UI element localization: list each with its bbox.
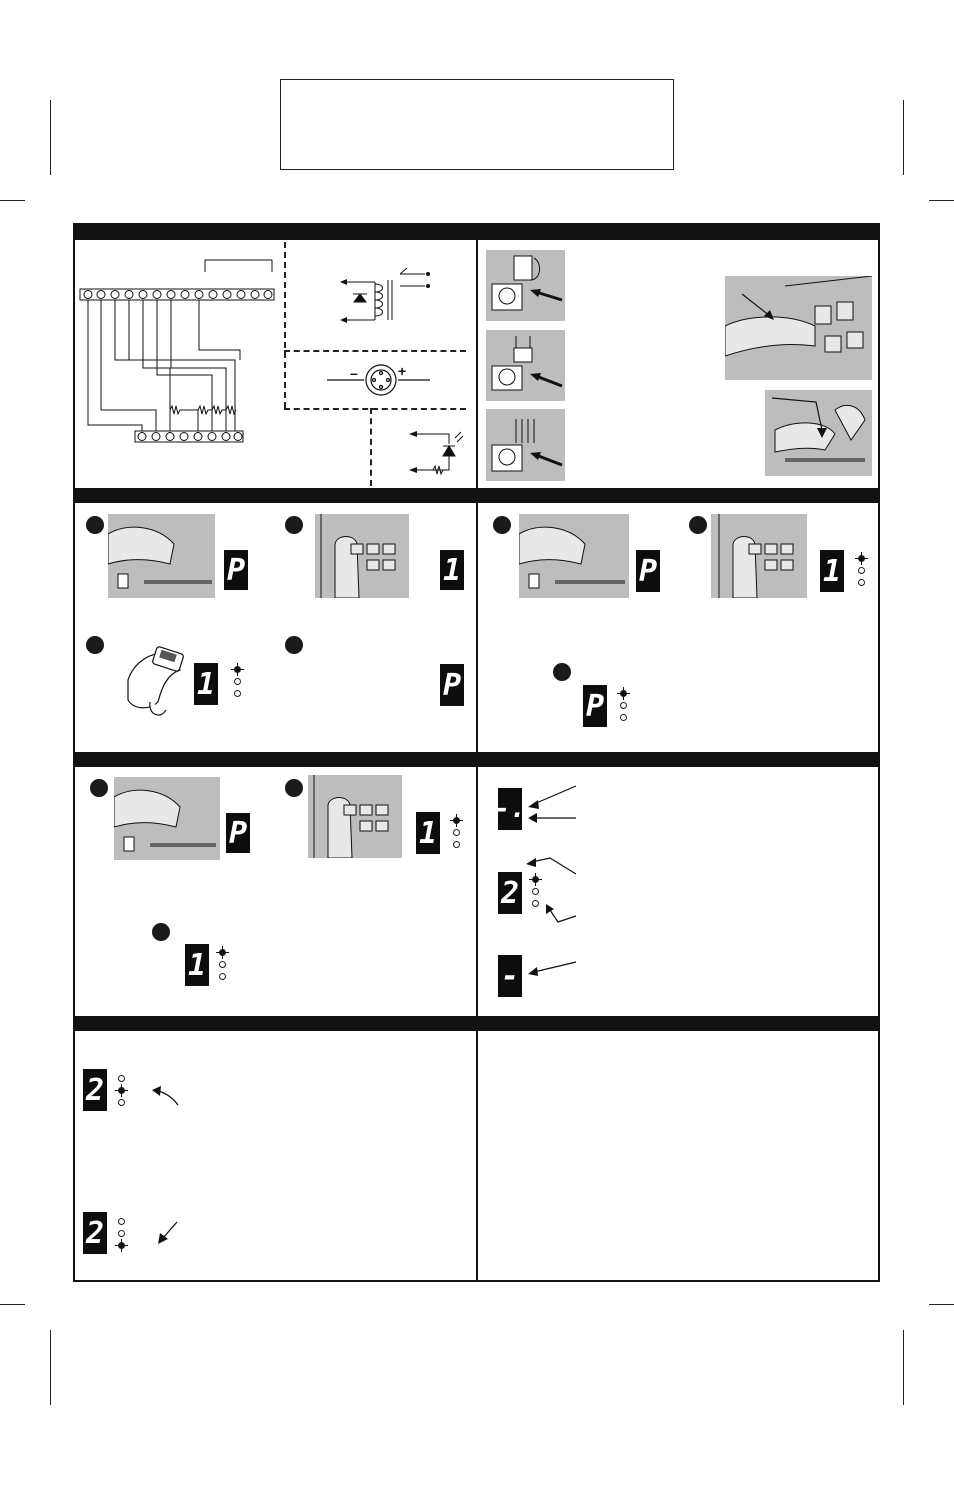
divider-dashed-horizontal-2 <box>284 408 466 410</box>
led-2-on <box>118 1087 125 1094</box>
step-number-3 <box>152 923 170 941</box>
buzzer-symbol <box>322 362 434 398</box>
led-2-off <box>858 567 865 574</box>
led-indicator-group <box>114 1073 132 1113</box>
wiring-diagram <box>80 250 280 450</box>
crop-mark-bottom-left <box>50 1330 51 1405</box>
led-3-off <box>219 973 226 980</box>
arrow-board-photo-1 <box>740 292 780 322</box>
keypad-press-photo <box>315 514 409 598</box>
led-1-on <box>219 949 226 956</box>
led-indicator-group <box>854 553 872 593</box>
step-number-3 <box>553 663 571 681</box>
pointer-arrow-1 <box>150 1085 182 1107</box>
step-number-2 <box>285 516 303 534</box>
led-3-off <box>620 714 627 721</box>
display-dash-dot: -. <box>498 788 522 830</box>
led-3-off <box>234 690 241 697</box>
led-indicator-group <box>449 815 467 855</box>
callout-arrows-1 <box>524 782 580 830</box>
led-3-on <box>118 1242 125 1249</box>
led-2-off <box>234 678 241 685</box>
display-2: 2 <box>83 1212 107 1254</box>
crop-mark-right-top <box>929 200 954 201</box>
board-press-button-photo <box>108 514 215 598</box>
svg-text:–: – <box>350 365 358 381</box>
led-3-off <box>453 841 460 848</box>
pointer-arrow-2 <box>155 1220 181 1246</box>
step-number-1 <box>90 779 108 797</box>
step-number-2 <box>689 516 707 534</box>
crop-mark-right-bottom <box>929 1304 954 1305</box>
crop-mark-left-top <box>0 200 25 201</box>
board-press-button-photo <box>114 777 220 860</box>
jumper-photo-3 <box>486 409 565 481</box>
step-number-1 <box>86 516 104 534</box>
column-divider <box>476 238 478 1280</box>
led-2-off <box>620 702 627 709</box>
arrow-board-photo-2 <box>770 392 830 444</box>
display-1: 1 <box>820 550 844 592</box>
led-1-off <box>118 1218 125 1225</box>
divider-dashed-horizontal-1 <box>284 350 466 352</box>
svg-text:+: + <box>398 363 407 379</box>
display-1: 1 <box>440 550 464 590</box>
led-output-symbol <box>405 428 465 478</box>
led-2-off <box>219 961 226 968</box>
display-p: P <box>226 813 250 853</box>
led-1-on <box>234 666 241 673</box>
relay-symbol <box>335 262 445 332</box>
led-1-on <box>620 690 627 697</box>
board-press-button-photo <box>519 514 629 598</box>
step-number-4 <box>285 636 303 654</box>
step-number-2 <box>285 779 303 797</box>
callout-arrow-3 <box>524 958 580 978</box>
led-2-off <box>453 829 460 836</box>
led-indicator-group <box>230 662 248 702</box>
step-number-1 <box>493 516 511 534</box>
display-p: P <box>440 664 464 706</box>
remote-hand-illustration <box>120 640 192 722</box>
led-1-off <box>118 1075 125 1082</box>
display-2: 2 <box>83 1069 107 1111</box>
led-3-off <box>858 579 865 586</box>
step-number-3 <box>86 636 104 654</box>
display-p: P <box>224 550 248 590</box>
display-2: 2 <box>498 872 522 914</box>
led-indicator-group <box>616 688 634 728</box>
display-1: 1 <box>194 663 218 705</box>
crop-mark-top-left <box>50 100 51 175</box>
led-1-on <box>858 555 865 562</box>
jumper-photo-1 <box>486 250 565 321</box>
jumper-photo-2 <box>486 330 565 401</box>
keypad-press-photo <box>308 775 402 858</box>
led-indicator-group <box>114 1216 132 1256</box>
led-3-off <box>118 1099 125 1106</box>
display-p: P <box>636 550 660 592</box>
display-1: 1 <box>416 812 440 854</box>
crop-mark-bottom-right <box>903 1330 904 1405</box>
keypad-press-photo <box>711 514 807 598</box>
crop-mark-top-right <box>903 100 904 175</box>
callout-arrows-2 <box>522 852 582 932</box>
display-1: 1 <box>185 944 209 986</box>
divider-dashed-vertical-1 <box>284 242 286 408</box>
led-2-off <box>118 1230 125 1237</box>
display-p: P <box>583 685 607 727</box>
display-dash: - <box>498 955 522 997</box>
led-1-on <box>453 817 460 824</box>
divider-dashed-vertical-2 <box>370 408 372 486</box>
crop-mark-left-bottom <box>0 1304 25 1305</box>
led-indicator-group <box>215 947 233 987</box>
title-box <box>280 79 674 170</box>
